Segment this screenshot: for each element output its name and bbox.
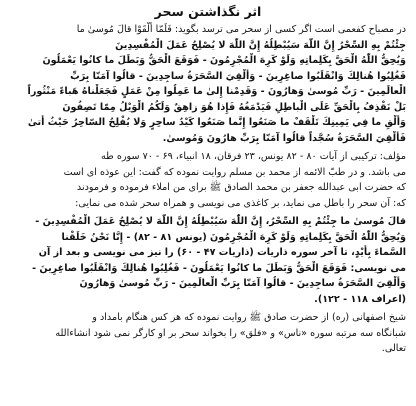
- text-line: وَيُحِقُّ اللّٰهُ الْحَقَّ بِكَلِماتِهِ وَلَوْ كَرِهَ الْمُجْرِمُونَ (یونس ۸۱ - ۸۲) - إِنَّا نَحْنُ خَلَقْنا: [61, 231, 406, 243]
- text-line: الْعالَمِينَ - رَبِّ مُوسىٰ وَهارُونَ - وَقَدِمْنا إِلىٰ ما عَمِلُوا مِنْ عَمَلٍ فَجَعَلْناهُ هَباءً مَنْثُوراً: [27, 86, 406, 97]
- text-line: فَأُلْقِيَ السَّحَرَةُ سُجَّداً قالُوا آمَنّا بِرَبِّ هارُونَ وَمُوسىٰ.: [162, 132, 406, 144]
- text-line: وَيُحِقُّ اللّٰهُ الْحَقَّ بِكَلِماتِهِ وَلَوْ كَرِهَ الْمُجْرِمُونَ - فَوَقَعَ الْحَقُّ وَبَطَلَ ما كانُوا يَعْمَلُونَ: [42, 55, 406, 66]
- text-line: شیخ اصفهانی (ره) از حضرت صادق ﷺ روایت نموده که هر کس هنگام بامداد و: [92, 312, 406, 323]
- page-title: اثر نگذاشتن سحر: [154, 4, 262, 19]
- text-line: قالَ مُوسىٰ ما جِئْتُمْ بِهِ السِّحْرُ، إِنَّ اللّٰهَ سَيُبْطِلُهُ إِنَّ اللّٰهَ لا يُصْلِحُ عَمَلَ الْمُفْسِدِينَ -: [35, 216, 406, 227]
- text-line: شبانگاه سه مرتبه سوره «ناس» و «فلق» را بخواند سحر بر او کارگر نمی شود انشاءالله: [55, 327, 406, 339]
- text-line: مؤلف: ترکیبی از آیات ۸۰ - ۸۲ یونس، ۲۳ فرقان، ۱۸ انبیاء، ۶۹ - ۷۰ سوره طه: [101, 151, 406, 162]
- text-line: تعالی.: [381, 343, 406, 354]
- paragraph-isfahani: [10, 310, 406, 357]
- text-line: که: آن سحر را باطل می نماید، بر کاغذی می نویسی و همراه سحر شده می نمایی:: [75, 197, 406, 209]
- text-line: فَغُلِبُوا هُنالِكَ وَانْقَلَبُوا صاغِرِينَ - وَأُلْقِيَ السَّحَرَةُ ساجِدِينَ - قالُوا آمَنّا بِرَبِّ: [70, 70, 406, 82]
- text-line: در مصباح کفعمی است اگر کسی از سحر می ترسد بگوید: فَلَمّا أَلْقَوْا قالَ مُوسىٰ ما: [76, 24, 406, 35]
- text-line: می باشد. و در طبّ الائمه از محمد بن مسلم روایت نموده که گفت: این عوذه ای است: [63, 166, 406, 178]
- text-line: می نویسی: فَوَقَعَ الْحَقُّ وَبَطَلَ ما كانُوا يَعْمَلُونَ - فَغُلِبُوا هُنالِكَ وَانْقَلَبُوا صاغِرِينَ -: [32, 262, 406, 274]
- text-line: (اعراف ۱۱۸ - ۱۲۲).: [314, 293, 406, 305]
- paragraph-quran-verses: [10, 214, 406, 307]
- text-line: که حضرت ابی عبدالله جعفر بن محمد الصادق ﷺ برای من املاء فرموده و فرمودند: [76, 182, 406, 193]
- text-line: جِئْتُمْ بِهِ السِّحْرُ إِنَّ اللّٰهَ سَيُبْطِلُهُ إِنَّ اللّٰهَ لا يُصْلِحُ عَمَلَ الْمُفْسِدِينَ: [115, 39, 406, 51]
- text-line: وَأَلْقِ ما فِي يَمِينِكَ تَلْقَفْ ما صَنَعُوا إِنَّما صَنَعُوا كَيْدُ ساحِرٍ وَلا يُفْلِحُ السّاحِرُ حَيْثُ أَتىٰ: [27, 117, 406, 128]
- paragraph-kafami: [10, 22, 406, 146]
- text-line: بَلْ نَقْذِفُ بِالْحَقِّ عَلَى الْباطِلِ فَيَدْمَغُهُ فَإِذا هُوَ زاهِقٌ وَلَكُمُ الْوَيْلُ مِمّا تَصِفُونَ: [62, 101, 406, 113]
- text-line: السَّماءَ بِأَيْدٍ، تا آخر سوره ذاریات (ذاریات ۴۷ - ۶۰) را نیز می نویسی و بعد از آن: [38, 247, 406, 258]
- text-line: وَأُلْقِيَ السَّحَرَةُ ساجِدِينَ - قالُوا آمَنّا بِرَبِّ الْعالَمِينَ - رَبِّ مُوسىٰ وَهارُونَ: [79, 278, 406, 289]
- paragraph-author-note: [10, 149, 406, 211]
